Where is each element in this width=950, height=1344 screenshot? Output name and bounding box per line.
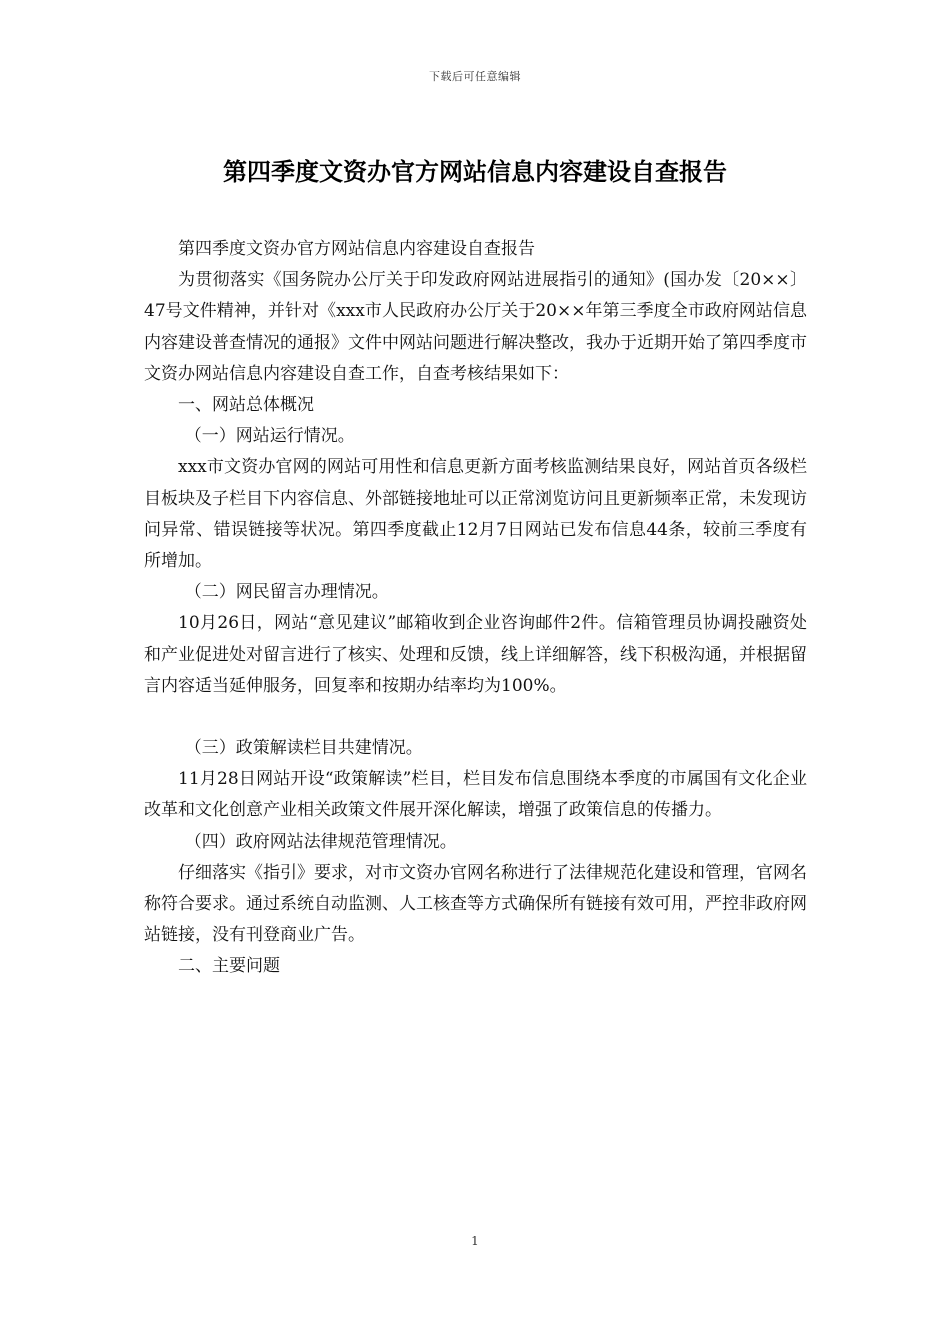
page-number: 1 bbox=[471, 1234, 479, 1248]
document-body bbox=[144, 234, 807, 983]
policy-paragraph: 11月28日网站开设“政策解读”栏目，栏目发布信息围绕本季度的市属国有文化企业改革和文化创意产业相关政策文件展开深化解读，增强了政策信息的传播力。 bbox=[144, 769, 807, 821]
intro-paragraph: 为贯彻落实《国务院办公厅关于印发政府网站进展指引的通知》(国办发〔20××〕47号文件精神，并针对《xxx市人民政府办公厅关于20××年第三季度全市政府网站信息内容建设普查情况的通报》文件中网站问题进行解决整改，我办于近期开始了第四季度市文资办网站信息内容建设自查工作，自查考核结果如下： bbox=[144, 270, 807, 384]
subsection-heading-policy: （三）政策解读栏目共建情况。 bbox=[184, 738, 423, 759]
legal-paragraph: 仔细落实《指引》要求，对市文资办官网名称进行了法律规范化建设和管理，官网名称符合要求。通过系统自动监测、人工核查等方式确保所有链接有效可用，严控非政府网站链接，没有刊登商业广告。 bbox=[144, 862, 807, 946]
subsection-heading-messages: （二）网民留言办理情况。 bbox=[184, 582, 389, 603]
messages-paragraph: 10月26日，网站“意见建议”邮箱收到企业咨询邮件2件。信箱管理员协调投融资处和产业促进处对留言进行了核实、处理和反馈，线上详细解答，线下积极沟通，并根据留言内容适当延伸服务，回复率和按期办结率均为100%。 bbox=[144, 613, 807, 696]
header-note: 下载后可任意编辑 bbox=[429, 70, 521, 83]
operation-paragraph: xxx市文资办官网的网站可用性和信息更新方面考核监测结果良好，网站首页各级栏目板块及子栏目下内容信息、外部链接地址可以正常浏览访问且更新频率正常，未发现访问异常、错误链接等状况。第四季度截止12月7日网站已发布信息44条，较前三季度有所增加。 bbox=[144, 457, 807, 572]
subtitle-paragraph: 第四季度文资办官方网站信息内容建设自查报告 bbox=[178, 239, 535, 259]
subsection-heading-legal: （四）政府网站法律规范管理情况。 bbox=[184, 831, 457, 852]
subsection-heading-operation: （一）网站运行情况。 bbox=[184, 426, 355, 447]
document-title: 第四季度文资办官方网站信息内容建设自查报告 bbox=[223, 157, 727, 186]
section-heading-problems: 二、主要问题 bbox=[178, 956, 280, 977]
section-heading-overview: 一、网站总体概况 bbox=[178, 395, 314, 416]
